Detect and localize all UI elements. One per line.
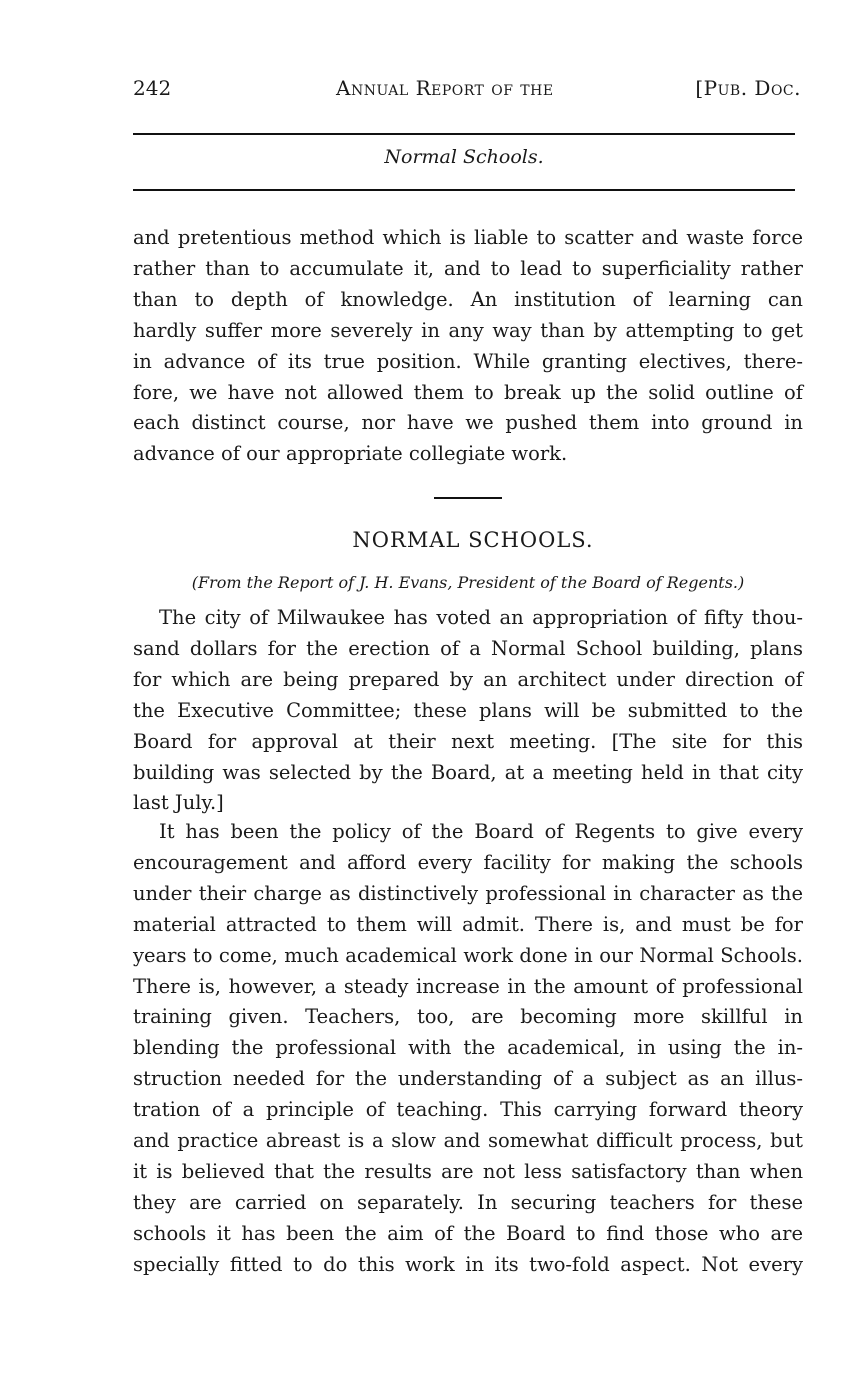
section-title: NORMAL SCHOOLS. <box>352 528 594 552</box>
text-line: advance of our appropriate collegiate work. <box>133 442 568 466</box>
text-line: There is, however, a steady increase in the amount of professional <box>133 974 803 998</box>
text-line: the Executive Committee; these plans will be submitted to the <box>133 698 803 722</box>
text-line: The city of Milwaukee has voted an appropriation of fifty thou- <box>159 606 803 629</box>
text-line: for which are being prepared by an architect under direction of <box>133 667 803 691</box>
header-rule-top <box>133 133 795 135</box>
text-line: under their charge as distinctively professional in character as the <box>133 881 803 905</box>
text-line: blending the professional with the academical, in using the in- <box>133 1036 803 1060</box>
running-head <box>133 76 803 106</box>
text-line: Board for approval at their next meeting. [The site for this <box>133 729 803 753</box>
text-line: hardly suffer more severely in any way than by attempting to get <box>133 318 803 342</box>
text-line: struction needed for the understanding of a subject as an illus- <box>133 1067 803 1091</box>
text-line: than to depth of knowledge. An institution of learning can <box>133 287 803 311</box>
text-line: schools it has been the aim of the Board to find those who are <box>133 1221 803 1245</box>
text-line: material attracted to them will admit. There is, and must be for <box>133 912 803 936</box>
section-running-head: Normal Schools. <box>384 146 544 168</box>
section-divider <box>434 497 502 499</box>
text-line: tration of a principle of teaching. This carrying forward theory <box>133 1098 803 1122</box>
text-line: and practice abreast is a slow and somewhat difficult process, but <box>133 1129 803 1153</box>
text-line: It has been the policy of the Board of Regents to give every <box>159 820 803 843</box>
text-line: and pretentious method which is liable to scatter and waste force <box>133 226 803 249</box>
text-line: it is believed that the results are not less satisfactory than when <box>133 1159 803 1183</box>
text-line: years to come, much academical work done in our Normal Schools. <box>133 943 803 967</box>
running-title: Annual Report of the <box>336 76 554 100</box>
text-line: specially fitted to do this work in its two-fold aspect. Not every <box>133 1252 803 1276</box>
text-line: training given. Teachers, too, are becoming more skillful in <box>133 1005 803 1029</box>
text-line: encouragement and afford every facility for making the schools <box>133 850 803 874</box>
header-rule-bottom <box>133 189 795 191</box>
text-line: each distinct course, nor have we pushed them into ground in <box>133 411 803 435</box>
paragraph-milwaukee <box>133 603 803 819</box>
section-attribution: (From the Report of J. H. Evans, President of the Board of Regents.) <box>191 573 745 592</box>
text-line: in advance of its true position. While granting electives, there- <box>133 349 803 373</box>
text-line: last July.] <box>133 791 224 815</box>
paragraph-policy <box>133 817 803 1281</box>
text-line: they are carried on separately. In securing teachers for these <box>133 1190 803 1214</box>
text-line: building was selected by the Board, at a meeting held in that city <box>133 760 803 784</box>
continuation-paragraph <box>133 223 803 470</box>
document-reference: [Pub. Doc. <box>695 76 801 100</box>
text-line: fore, we have not allowed them to break up the solid outline of <box>133 380 803 404</box>
text-line: sand dollars for the erection of a Normal School building, plans <box>133 636 803 660</box>
page-number: 242 <box>133 76 172 100</box>
text-line: rather than to accumulate it, and to lead to superficiality rather <box>133 256 803 280</box>
